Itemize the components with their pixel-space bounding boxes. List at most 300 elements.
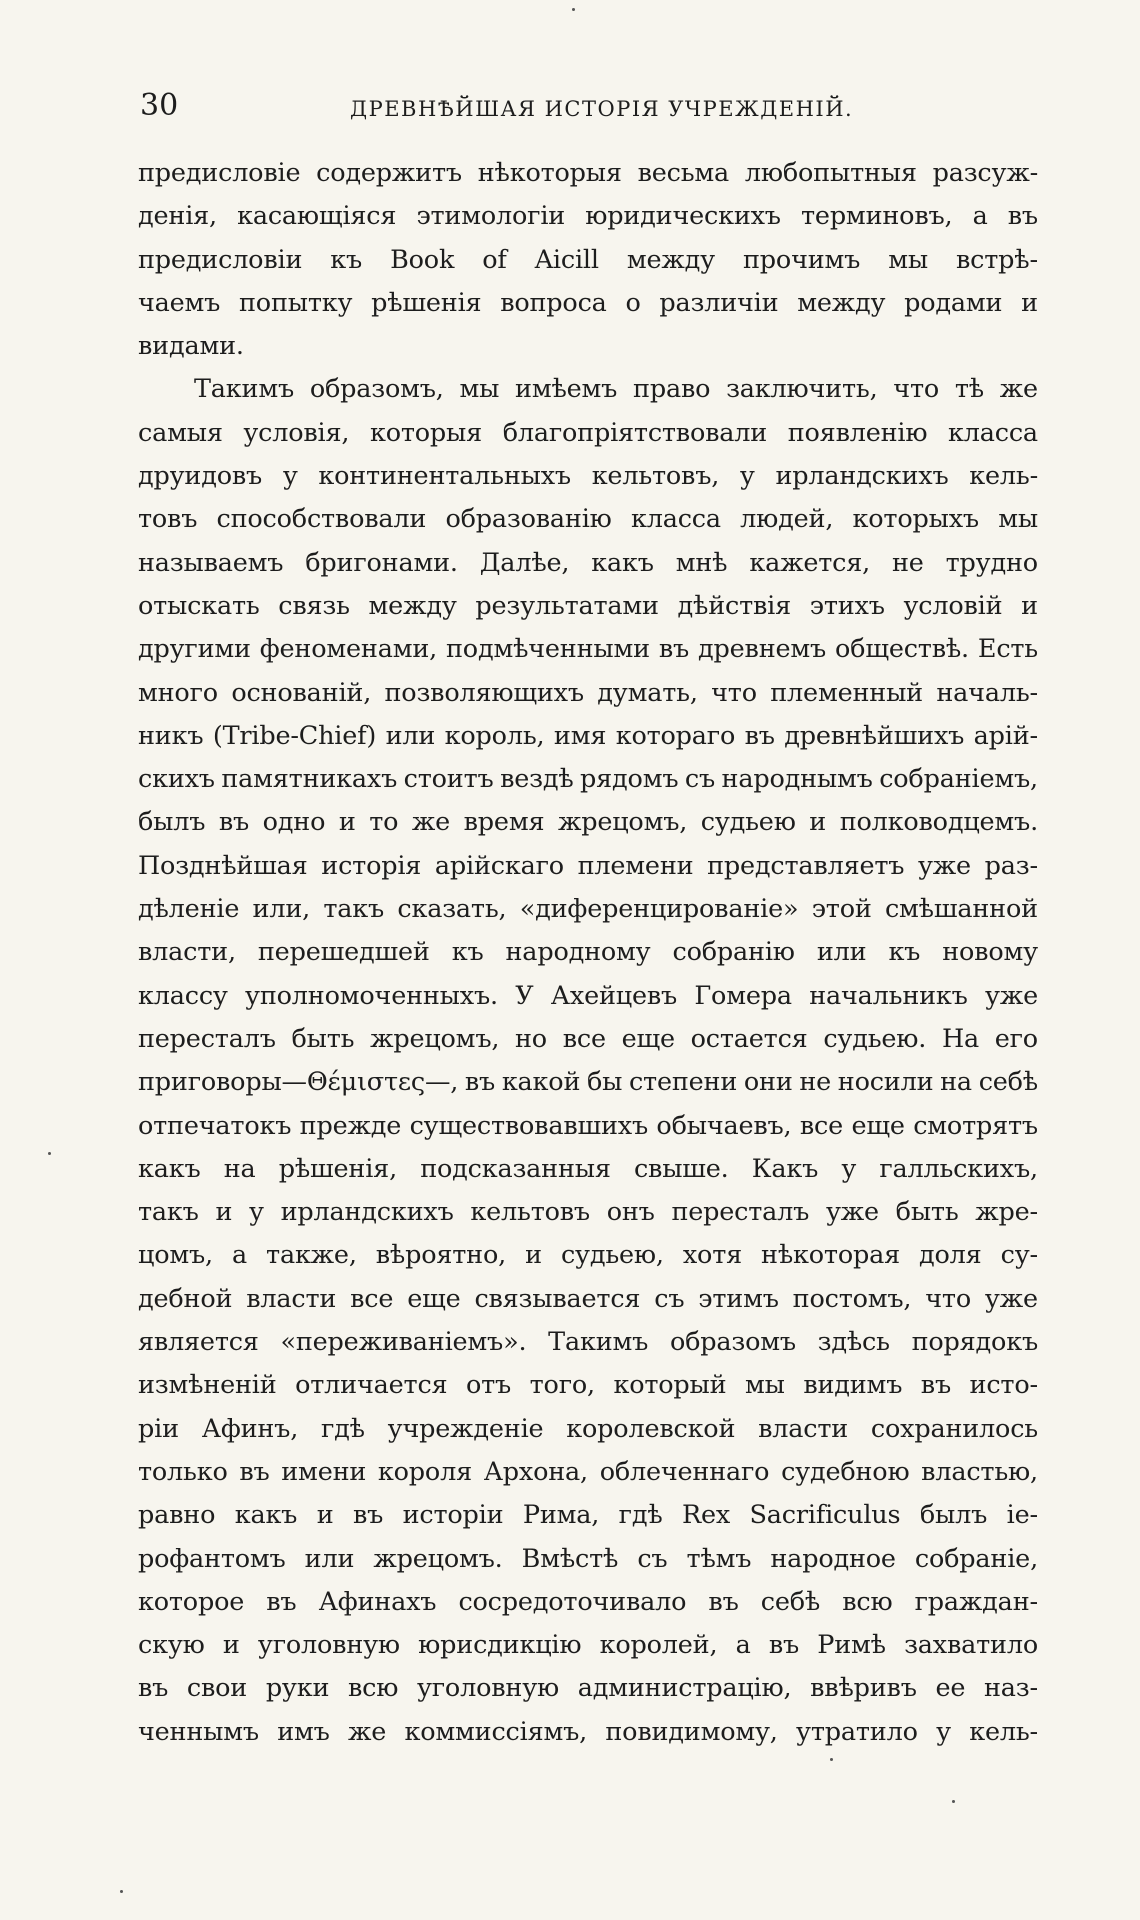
word: свыше. xyxy=(633,1153,729,1184)
word: который xyxy=(613,1370,727,1401)
word: ченнымъ xyxy=(138,1716,259,1747)
word: какой xyxy=(501,1067,581,1098)
word: имя xyxy=(553,720,607,751)
word: королей, xyxy=(599,1630,718,1661)
word: отыскать xyxy=(138,590,260,621)
word: стоитъ xyxy=(403,764,494,795)
word: такъ xyxy=(138,1197,199,1228)
text-line xyxy=(138,239,1038,282)
word: Есть xyxy=(977,634,1038,665)
word: же xyxy=(411,807,451,838)
word: а xyxy=(735,1630,751,1661)
text-line xyxy=(138,1581,1038,1624)
word: ирландскихъ xyxy=(775,461,949,492)
word: полководцемъ. xyxy=(839,807,1038,838)
word: между xyxy=(626,244,715,275)
text-line: видами. xyxy=(138,331,244,362)
word: между xyxy=(797,287,886,318)
word: у xyxy=(841,1153,857,1184)
word: бригонами. xyxy=(305,547,458,578)
word: пересталъ xyxy=(138,1023,276,1054)
word: кель- xyxy=(969,461,1038,492)
word: Такимъ xyxy=(194,374,295,405)
word: жрецомъ, xyxy=(370,1023,500,1054)
word: этихъ xyxy=(809,590,885,621)
word: прочимъ xyxy=(743,244,861,275)
word: которыхъ xyxy=(852,504,979,535)
word: отъ xyxy=(465,1370,512,1401)
word: ріи xyxy=(138,1413,179,1444)
word: и xyxy=(338,807,356,838)
word: На xyxy=(941,1023,979,1054)
word: заключить, xyxy=(726,374,878,405)
word: of xyxy=(482,244,507,275)
text-line xyxy=(138,1321,1038,1364)
word: вѣроятно, xyxy=(375,1240,507,1271)
word: все xyxy=(350,1283,394,1314)
word: и xyxy=(222,1630,240,1661)
word: или xyxy=(304,1543,355,1574)
word: въ xyxy=(464,1067,496,1098)
text-line xyxy=(138,152,1038,195)
text-line xyxy=(138,758,1038,801)
word: Архона, xyxy=(483,1456,588,1487)
word: пересталъ xyxy=(671,1197,810,1228)
word: ввѣривъ xyxy=(810,1673,917,1704)
word: называемъ xyxy=(138,547,284,578)
word: условій xyxy=(903,590,1003,621)
word: Такимъ xyxy=(548,1327,649,1358)
word: не xyxy=(891,547,924,578)
word: Гомера xyxy=(694,980,792,1011)
word: скую xyxy=(138,1630,205,1661)
word: юридическихъ xyxy=(585,201,781,232)
word: въ xyxy=(768,1630,800,1661)
word: бы xyxy=(586,1067,623,1098)
text-line xyxy=(138,282,1038,325)
word: кельтовъ xyxy=(470,1197,590,1228)
word: также, xyxy=(266,1240,357,1271)
word: остается xyxy=(690,1023,808,1054)
word: королевской xyxy=(566,1413,736,1444)
word: всю xyxy=(842,1586,893,1617)
word: имени xyxy=(281,1456,367,1487)
word: арійскаго xyxy=(434,850,564,881)
word: мы xyxy=(888,244,928,275)
scan-speck xyxy=(830,1758,833,1761)
text-line xyxy=(138,1667,1038,1710)
word: былъ xyxy=(919,1500,988,1531)
text-line xyxy=(138,542,1038,585)
word: исторіи xyxy=(402,1500,504,1531)
word: іе- xyxy=(1006,1500,1038,1531)
word: древнемъ xyxy=(698,634,827,665)
word: только xyxy=(138,1456,228,1487)
word: въ xyxy=(218,807,250,838)
word: народному xyxy=(505,937,651,968)
word: въ xyxy=(1007,201,1038,232)
word: король, xyxy=(444,720,545,751)
word: способствовали xyxy=(216,504,427,535)
word: думать, xyxy=(597,677,698,708)
text-line xyxy=(138,672,1038,715)
word: вопроса xyxy=(500,287,607,318)
text-line xyxy=(138,1278,1038,1321)
word: равно xyxy=(138,1500,216,1531)
text-line xyxy=(138,1408,1038,1451)
word: У xyxy=(515,980,534,1011)
word: имъ xyxy=(277,1716,330,1747)
word: о xyxy=(625,287,641,318)
word: предисловіи xyxy=(138,244,303,275)
word: въ xyxy=(658,634,690,665)
word: властью, xyxy=(921,1456,1038,1487)
word: чаемъ xyxy=(138,287,221,318)
word: начальникъ xyxy=(809,980,968,1011)
word: этимъ xyxy=(698,1283,779,1314)
body-text xyxy=(138,152,1038,1754)
word: народное xyxy=(770,1543,896,1574)
text-line xyxy=(138,1061,1038,1104)
word: цомъ, xyxy=(138,1240,213,1271)
text-line xyxy=(138,845,1038,888)
word: раз- xyxy=(984,850,1038,881)
word: людей, xyxy=(740,504,834,535)
text-line xyxy=(138,1711,1038,1754)
word: кельтовъ, xyxy=(591,461,720,492)
word: связывается xyxy=(474,1283,641,1314)
word: администрацію, xyxy=(577,1673,792,1704)
word: мы xyxy=(459,374,500,405)
word: уполномоченныхъ. xyxy=(245,980,498,1011)
word: граждан- xyxy=(914,1586,1038,1617)
word: народнымъ xyxy=(721,764,873,795)
word: представляетъ xyxy=(707,850,905,881)
word: и xyxy=(525,1240,542,1271)
word: уже xyxy=(985,980,1038,1011)
word: началь- xyxy=(936,677,1038,708)
word: въ xyxy=(708,1586,739,1617)
word: Рима, xyxy=(522,1500,600,1531)
word: друидовъ xyxy=(138,461,263,492)
page-number: 30 xyxy=(140,88,179,123)
word: позволяющихъ xyxy=(384,677,584,708)
text-line xyxy=(138,1538,1038,1581)
word: нѣкоторая xyxy=(761,1240,900,1271)
word: и xyxy=(1021,287,1038,318)
text-line xyxy=(138,801,1038,844)
scan-speck xyxy=(572,8,575,11)
word: ирландскихъ xyxy=(280,1197,454,1228)
word: памятникахъ xyxy=(221,764,398,795)
word: Rex xyxy=(681,1500,731,1531)
word: право xyxy=(633,374,711,405)
word: существовавшихъ xyxy=(409,1110,648,1141)
word: является xyxy=(138,1327,259,1358)
word: древнѣйшихъ xyxy=(784,720,965,751)
word: не xyxy=(799,1067,832,1098)
word: или xyxy=(816,937,867,968)
word: собраніе, xyxy=(914,1543,1038,1574)
word: «диференцированіе» xyxy=(519,894,799,925)
word: уже xyxy=(918,850,971,881)
word: доля xyxy=(919,1240,982,1271)
text-line xyxy=(138,1018,1038,1061)
word: смѣшанной xyxy=(884,894,1038,925)
text-line xyxy=(138,715,1038,758)
word: образомъ, xyxy=(309,374,444,405)
word: къ xyxy=(330,244,363,275)
word: появленію xyxy=(787,417,928,448)
word: Какъ xyxy=(751,1153,819,1184)
word: этимологіи xyxy=(416,201,566,232)
word: наз- xyxy=(983,1673,1038,1704)
word: рядомъ xyxy=(580,764,679,795)
word: въ xyxy=(239,1456,270,1487)
word: Далѣе, xyxy=(479,547,570,578)
word: порядокъ xyxy=(911,1327,1038,1358)
word: отпечатокъ xyxy=(138,1110,292,1141)
word: еще xyxy=(851,1110,905,1141)
word: подсказанныя xyxy=(420,1153,611,1184)
word: или xyxy=(385,720,436,751)
word: смотрятъ xyxy=(913,1110,1038,1141)
word: приговоры—Θέμιστες—, xyxy=(138,1067,459,1098)
word: руки xyxy=(265,1673,330,1704)
word: здѣсь xyxy=(817,1327,890,1358)
word: еще xyxy=(621,1023,675,1054)
word: Ахейцевъ xyxy=(550,980,678,1011)
word: класса xyxy=(948,417,1038,448)
word: уже xyxy=(825,1197,879,1228)
word: юрисдикцію xyxy=(418,1630,582,1661)
word: Афинъ, xyxy=(201,1413,299,1444)
word: съ xyxy=(684,764,715,795)
word: гдѣ xyxy=(618,1500,663,1531)
word: сказать, xyxy=(397,894,507,925)
word: собранію xyxy=(672,937,795,968)
word: что xyxy=(711,677,757,708)
word: сосредоточивало xyxy=(458,1586,687,1617)
word: подмѣченными xyxy=(446,634,650,665)
word: мы xyxy=(745,1370,785,1401)
word: быть xyxy=(895,1197,959,1228)
word: у xyxy=(249,1197,264,1228)
word: много xyxy=(138,677,218,708)
word: и xyxy=(316,1500,334,1531)
text-line xyxy=(138,585,1038,628)
word: все xyxy=(562,1023,606,1054)
word: которое xyxy=(138,1586,245,1617)
word: кажется, xyxy=(749,547,870,578)
text-line xyxy=(138,1451,1038,1494)
running-head: ДРЕВНѢЙШАЯ ИСТОРІЯ УЧРЕЖДЕНІЙ. xyxy=(350,97,854,121)
word: себѣ xyxy=(978,1067,1038,1098)
text-line xyxy=(138,1105,1038,1148)
word: галльскихъ, xyxy=(879,1153,1038,1184)
word: жре- xyxy=(975,1197,1038,1228)
word: захватило xyxy=(904,1630,1038,1661)
word: что xyxy=(893,374,940,405)
text-line xyxy=(138,1364,1038,1407)
word: и xyxy=(809,807,827,838)
word: другими xyxy=(138,634,251,665)
word: къ xyxy=(451,937,484,968)
word: Aicill xyxy=(534,244,599,275)
word: любопытныя xyxy=(744,158,917,188)
word: терминовъ, xyxy=(801,201,953,232)
word: а xyxy=(972,201,988,232)
word: племенный xyxy=(770,677,923,708)
word: (Tribe-Chief) xyxy=(212,720,377,751)
scan-speck xyxy=(120,1890,123,1893)
word: трудно xyxy=(945,547,1038,578)
word: условія, xyxy=(243,417,350,448)
word: судьею. xyxy=(823,1023,927,1054)
text-line xyxy=(138,1494,1038,1537)
word: самыя xyxy=(138,417,223,448)
word: кель- xyxy=(969,1716,1038,1747)
word: су- xyxy=(1000,1240,1038,1271)
word: утратило xyxy=(796,1716,918,1747)
word: у xyxy=(936,1716,951,1747)
word: а xyxy=(231,1240,247,1271)
word: былъ xyxy=(138,807,206,838)
text-line xyxy=(138,498,1038,541)
word: дѣйствія xyxy=(677,590,792,621)
word: различіи xyxy=(659,287,779,318)
word: исто- xyxy=(969,1370,1038,1401)
word: Афинахъ xyxy=(318,1586,437,1617)
word: свои xyxy=(186,1673,248,1704)
text-line xyxy=(138,628,1038,671)
word: встрѣ- xyxy=(956,244,1038,275)
word: тѣ xyxy=(954,374,984,405)
word: быть xyxy=(291,1023,355,1054)
word: благопріятствовали xyxy=(502,417,768,448)
word: жрецомъ, xyxy=(557,807,688,838)
word: основаній, xyxy=(231,677,372,708)
word: отличается xyxy=(295,1370,448,1401)
word: жрецомъ. xyxy=(373,1543,503,1574)
word: континентальныхъ xyxy=(318,461,571,492)
word: или, xyxy=(252,894,311,925)
word: исторія xyxy=(321,850,422,881)
word: связь xyxy=(278,590,350,621)
word: къ xyxy=(888,937,921,968)
word: мы xyxy=(998,504,1038,535)
text-line xyxy=(138,931,1038,974)
scan-speck xyxy=(952,1800,955,1803)
word: дебной xyxy=(138,1283,233,1314)
word: попытку xyxy=(239,287,353,318)
word: что xyxy=(925,1283,971,1314)
text-line xyxy=(138,975,1038,1018)
word: коммиссіямъ, xyxy=(404,1716,588,1747)
word: одно xyxy=(262,807,326,838)
word: уже xyxy=(984,1283,1038,1314)
word: всю xyxy=(348,1673,399,1704)
word: племени xyxy=(577,850,694,881)
word: въ xyxy=(352,1500,384,1531)
text-line xyxy=(138,1148,1038,1191)
word: образомъ xyxy=(669,1327,796,1358)
word: уголовную xyxy=(257,1630,400,1661)
word: повидимому, xyxy=(605,1716,778,1747)
scan-speck xyxy=(48,1152,51,1155)
word: собраніемъ, xyxy=(879,764,1038,795)
word: дѣленіе xyxy=(138,894,240,925)
word: рѣшенія, xyxy=(278,1153,397,1184)
word: разсуж- xyxy=(932,158,1038,188)
word: нѣкоторыя xyxy=(477,158,622,188)
word: такъ xyxy=(323,894,385,925)
word: скихъ xyxy=(138,764,215,795)
word: арій- xyxy=(973,720,1038,751)
word: и xyxy=(1021,590,1038,621)
text-line xyxy=(138,368,1038,411)
word: измѣненій xyxy=(138,1370,277,1401)
word: Book xyxy=(390,244,455,275)
word: феноменами, xyxy=(259,634,438,665)
text-line xyxy=(138,888,1038,931)
word: денія, xyxy=(138,201,217,232)
word: классу xyxy=(138,980,228,1011)
word: родами xyxy=(904,287,1003,318)
word: у xyxy=(739,461,755,492)
word: Римѣ xyxy=(817,1630,886,1661)
word: власти xyxy=(246,1283,337,1314)
word: короля xyxy=(377,1456,472,1487)
word: мнѣ xyxy=(675,547,728,578)
word: обычаевъ, xyxy=(656,1110,792,1141)
word: того, xyxy=(529,1370,595,1401)
word: себѣ xyxy=(760,1586,821,1617)
word: въ xyxy=(744,720,775,751)
word: сохранилось xyxy=(870,1413,1038,1444)
word: судьею xyxy=(700,807,796,838)
word: все xyxy=(799,1110,844,1141)
word: какъ xyxy=(234,1500,298,1531)
word: уголовную xyxy=(416,1673,559,1704)
word: между xyxy=(368,590,457,621)
word: товъ xyxy=(138,504,198,535)
word: въ xyxy=(138,1673,169,1704)
word: власти, xyxy=(138,937,236,968)
word: котораго xyxy=(615,720,736,751)
word: «переживаніемъ». xyxy=(280,1327,527,1358)
word: и xyxy=(215,1197,233,1228)
word: степени xyxy=(628,1067,738,1098)
word: обществѣ. xyxy=(835,634,969,665)
word: прежде xyxy=(299,1110,402,1141)
word: класса xyxy=(630,504,721,535)
word: же xyxy=(348,1716,387,1747)
word: но xyxy=(515,1023,547,1054)
word: рофантомъ xyxy=(138,1543,286,1574)
word: какъ xyxy=(591,547,654,578)
word: какъ xyxy=(138,1153,201,1184)
text-line xyxy=(138,1624,1038,1667)
word: судьею, xyxy=(560,1240,664,1271)
text-line xyxy=(138,195,1038,238)
text-line xyxy=(138,455,1038,498)
word: постомъ, xyxy=(792,1283,912,1314)
word: этой xyxy=(811,894,872,925)
word: результатами xyxy=(475,590,659,621)
word: новому xyxy=(942,937,1038,968)
word: никъ xyxy=(138,720,204,751)
